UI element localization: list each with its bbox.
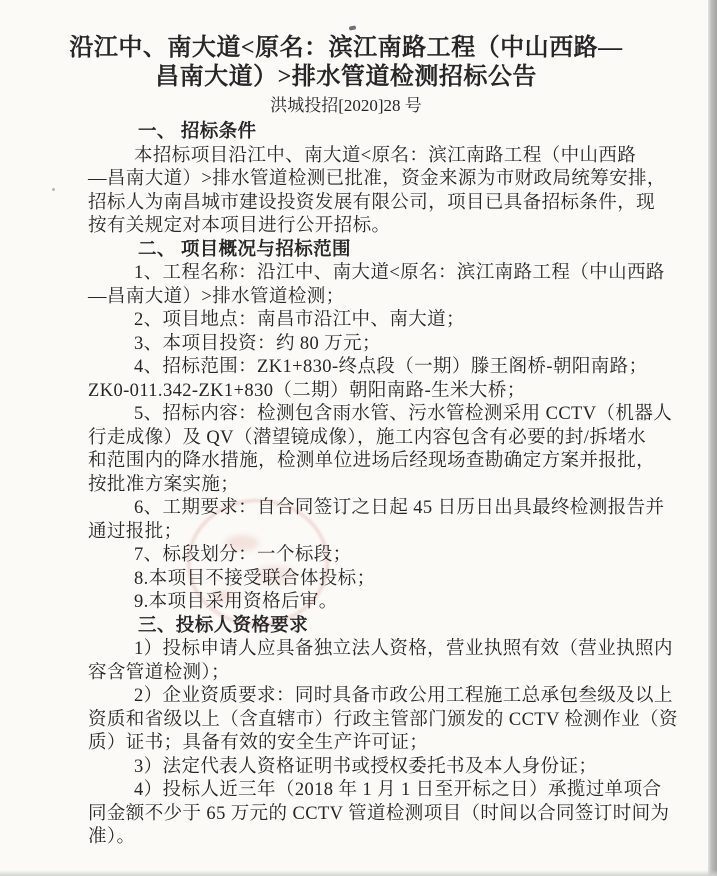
scan-speck [349, 25, 357, 30]
text-line: 1、工程名称：沿江中、南大道<原名：滨江南路工程（中山西路 [134, 263, 665, 283]
text-line: 4、招标范围：ZK1+830-终点段（一期）滕王阁桥-朝阳南路； [134, 357, 648, 377]
text-line: 6、工期要求：自合同签订之日起 45 日历日出具最终检测报告并 [134, 498, 665, 518]
text-line: 和范围内的降水措施，检测单位进场后经现场查勘确定方案并报批， [88, 451, 656, 471]
text-line: 按有关规定对本项目进行公开招标。 [88, 216, 391, 236]
section-heading: 一、 招标条件 [138, 122, 257, 142]
page-title-line-2: 昌南大道）>排水管道检测招标公告 [155, 64, 537, 90]
section-heading: 二、 项目概况与招标范围 [138, 239, 351, 260]
page-title [0, 34, 692, 92]
text-line: 容含管道检测）； [88, 662, 230, 683]
text-line: 1）投标申请人应具备独立法人资格，营业执照有效（营业执照内 [134, 639, 673, 659]
text-line: 9.本项目采用资格后审。 [134, 592, 338, 612]
text-line: 3、本项目投资：约 80 万元； [134, 333, 381, 354]
scan-edge-right [708, 0, 717, 876]
text-line: 行走成像）及 QV（潜望镜成像），施工内容包含有必要的封/拆堵水 [88, 427, 647, 448]
page-title-line-1: 沿江中、南大道<原名：滨江南路工程（中山西路— [69, 35, 623, 61]
text-line: 7、标段划分：一个标段； [134, 545, 352, 565]
text-line: —昌南大道）>排水管道检测已批准，资金来源为市财政局统筹安排， [88, 169, 666, 189]
document-lines [88, 121, 678, 850]
text-line: 5、招标内容：检测包含雨水管、污水管检测采用 CCTV（机器人 [134, 404, 673, 424]
text-line: 准）。 [88, 827, 136, 847]
document-number: 洪城投招[2020]28 号 [270, 96, 422, 115]
text-line: 招标人为南昌城市建设投资发展有限公司，项目已具备招标条件，现 [88, 192, 656, 213]
text-line: —昌南大道）>排水管道检测； [88, 286, 345, 307]
text-line: 质）证书；具备有效的安全生产许可证； [88, 733, 429, 753]
scan-speck [52, 188, 55, 191]
text-line: ZK0-011.342-ZK1+830（二期）朝阳南路-生米大桥； [88, 380, 526, 401]
text-line: 8.本项目不接受联合体投标； [134, 568, 376, 589]
text-line: 资质和省级以上（含直辖市）行政主管部门颁发的 CCTV 检测作业（资 [88, 709, 678, 730]
text-line: 本招标项目沿江中、南大道<原名：滨江南路工程（中山西路 [134, 145, 637, 166]
text-line: 按批准方案实施； [88, 474, 240, 495]
text-line: 同金额不少于 65 万元的 CCTV 管道检测项目（时间以合同签订时间为 [88, 803, 670, 824]
text-line: 通过报批； [88, 521, 183, 542]
scan-edge-bottom [0, 870, 717, 876]
text-line: 2）企业资质要求：同时具备市政公用工程施工总承包叁级及以上 [134, 686, 673, 706]
text-line: 3）法定代表人资格证明书或授权委托书及本人身份证； [134, 756, 598, 777]
text-line: 2、项目地点：南昌市沿江中、南大道； [134, 310, 465, 330]
text-line: 4）投标人近三年（2018 年 1 月 1 日至开标之日）承揽过单项合 [134, 780, 662, 800]
section-heading: 三、投标人资格要求 [138, 615, 309, 636]
